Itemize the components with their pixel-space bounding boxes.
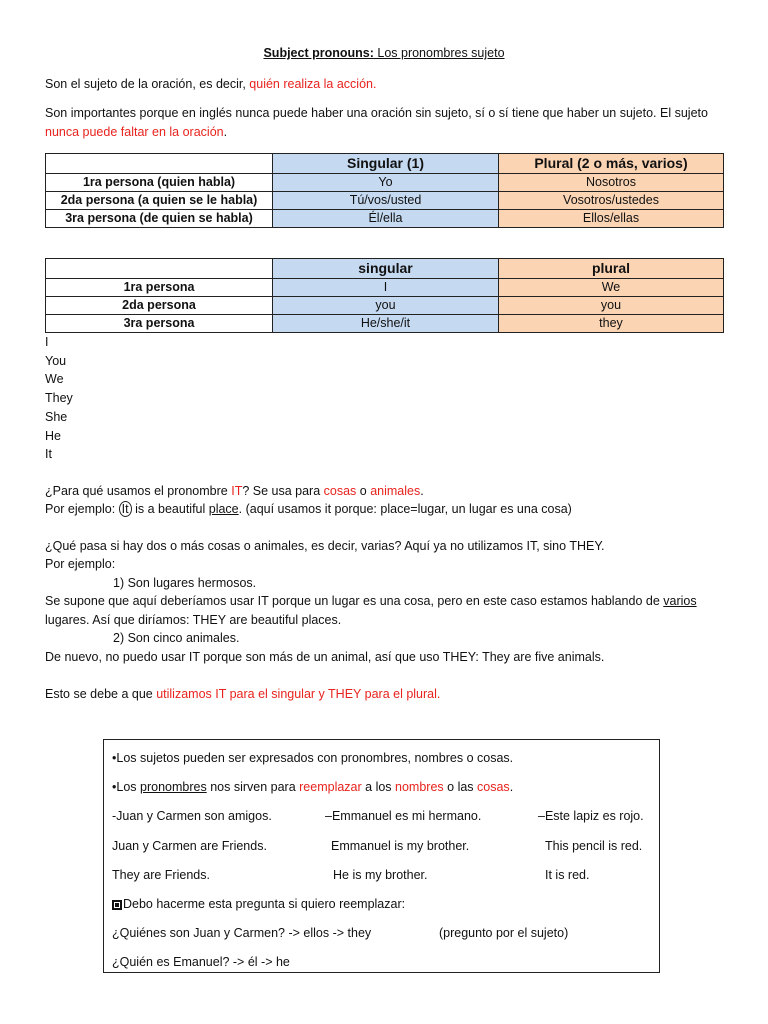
- list-item: I: [45, 335, 49, 349]
- it-example: [45, 500, 723, 519]
- they-line-4: lugares. Así que diríamos: THEY are beautiful places.: [45, 612, 342, 627]
- document-page: [45, 44, 723, 704]
- example-es-3: –Este lapiz es rojo.: [538, 809, 644, 824]
- conclusion: [45, 685, 723, 704]
- it-ex-mid: is a beautiful: [131, 502, 209, 517]
- table2-singular-cell: I: [273, 279, 499, 297]
- table1-person-label: 3ra persona (de quien se habla): [46, 210, 273, 228]
- question-1-note: (pregunto por el sujeto): [439, 926, 569, 941]
- example-es-2: –Emmanuel es mi hermano.: [325, 809, 482, 824]
- they-line-1: ¿Qué pasa si hay dos o más cosas o animales, es decir, varias? Aquí ya no utilizamos IT, sino THEY.: [45, 538, 605, 553]
- it-ex-end: . (aquí usamos it porque: place=lugar, un lugar es una cosa): [238, 502, 572, 517]
- it-q-animales: animales: [370, 483, 421, 498]
- table2-singular-cell: you: [273, 297, 499, 315]
- b2-b: nos sirven para: [206, 780, 300, 795]
- table1-row: [46, 174, 724, 192]
- box-examples-english: [112, 832, 651, 861]
- they-item-1: 1) Son lugares hermosos.: [113, 575, 257, 590]
- q-intro-text: Debo hacerme esta pregunta si quiero reemplazar:: [123, 896, 406, 911]
- it-q-o: o: [356, 483, 371, 498]
- pronoun-list: [45, 333, 723, 464]
- table1-plural-cell: Vosotros/ustedes: [499, 192, 724, 210]
- list-item: It: [45, 447, 52, 462]
- example-es-1: -Juan y Carmen son amigos.: [112, 809, 272, 824]
- b2-e: .: [509, 780, 514, 795]
- b2-reemplazar: reemplazar: [299, 780, 362, 795]
- they-line3-underlined: varios: [663, 594, 697, 609]
- list-item: She: [45, 409, 68, 424]
- example-pron-1: They are Friends.: [112, 867, 210, 882]
- spanish-pronoun-table: [45, 153, 724, 228]
- example-pron-2: He is my brother.: [333, 867, 428, 882]
- intro1-text: Son el sujeto de la oración, es decir,: [45, 76, 250, 91]
- table1-singular-cell: Tú/vos/usted: [273, 192, 499, 210]
- example-en-1: Juan y Carmen are Friends.: [112, 838, 267, 853]
- table2-person-label: 3ra persona: [46, 315, 273, 333]
- intro2-text: Son importantes porque en inglés nunca puede haber una oración sin sujeto, sí o sí tiene que haber un sujeto. El sujeto: [45, 106, 708, 120]
- table1-header-singular: Singular (1): [273, 154, 499, 174]
- table2-person-label: 1ra persona: [46, 279, 273, 297]
- conclusion-text: Esto se debe a que: [45, 687, 157, 702]
- table1-plural-cell: Ellos/ellas: [499, 210, 724, 228]
- box-examples-pronoun: [112, 861, 651, 890]
- b2-nombres: nombres: [395, 780, 444, 795]
- b2-pronombres: pronombres: [140, 780, 207, 795]
- it-question: [45, 482, 723, 501]
- table2-plural-cell: they: [499, 315, 724, 333]
- table1-person-label: 1ra persona (quien habla): [46, 174, 273, 192]
- it-q-cosas: cosas: [323, 483, 357, 498]
- b2-c: a los: [361, 780, 396, 795]
- table2-header-blank: [46, 259, 273, 279]
- list-item: He: [45, 428, 61, 443]
- intro-paragraph-1: [45, 75, 723, 94]
- table2-person-label: 2da persona: [46, 297, 273, 315]
- summary-box: [103, 739, 660, 973]
- english-pronoun-table: [45, 258, 724, 333]
- page-title: [45, 44, 723, 63]
- title-bold: Subject pronouns:: [263, 46, 374, 60]
- it-q-end: .: [420, 483, 424, 498]
- table2-plural-cell: We: [499, 279, 724, 297]
- it-ex-circled: It: [119, 501, 132, 517]
- box-examples-spanish: [112, 802, 651, 831]
- box-question-1: [112, 919, 651, 948]
- table1-singular-cell: Yo: [273, 174, 499, 192]
- table1-singular-cell: Él/ella: [273, 210, 499, 228]
- they-item-2: 2) Son cinco animales.: [113, 631, 240, 646]
- table2-header-row: [46, 259, 724, 279]
- table2-row: [46, 297, 724, 315]
- square-bullet-icon: [112, 900, 122, 910]
- title-rest: Los pronombres sujeto: [373, 46, 505, 60]
- table2-header-singular: singular: [273, 259, 499, 279]
- table1-person-label: 2da persona (a quien se le habla): [46, 192, 273, 210]
- example-en-3: This pencil is red.: [545, 838, 643, 853]
- b2-cosas: cosas: [477, 780, 510, 795]
- list-item: They: [45, 391, 73, 406]
- table1-plural-cell: Nosotros: [499, 174, 724, 192]
- box-question-intro: [112, 890, 651, 919]
- example-en-2: Emmanuel is my brother.: [331, 838, 470, 853]
- table2-header-plural: plural: [499, 259, 724, 279]
- b2-d: o las: [443, 780, 478, 795]
- table1-header-blank: [46, 154, 273, 174]
- box-bullet-1: •Los sujetos pueden ser expresados con pronombres, nombres o cosas.: [112, 751, 514, 765]
- table1-row: [46, 210, 724, 228]
- they-line3-text: Se supone que aquí deberíamos usar IT porque un lugar es una cosa, pero en este caso estamos hablando de: [45, 594, 664, 609]
- it-ex-place: place: [208, 502, 239, 517]
- b2-a: •Los: [112, 780, 141, 795]
- table2-plural-cell: you: [499, 297, 724, 315]
- table1-row: [46, 192, 724, 210]
- table2-row: [46, 315, 724, 333]
- conclusion-red: utilizamos IT para el singular y THEY para el plural.: [156, 687, 441, 702]
- it-q-a: ¿Para qué usamos el pronombre: [45, 483, 232, 498]
- box-bullet-2: [112, 773, 651, 802]
- list-item: You: [45, 353, 67, 368]
- they-line-3: [45, 592, 723, 611]
- table1-header-row: [46, 154, 724, 174]
- it-q-it: IT: [231, 483, 243, 498]
- it-q-b: ? Se usa para: [242, 483, 324, 498]
- example-pron-3: It is red.: [545, 867, 590, 882]
- intro2-red: nunca puede faltar en la oración: [45, 124, 224, 139]
- it-ex-label: Por ejemplo:: [45, 502, 119, 517]
- question-1-text: ¿Quiénes son Juan y Carmen? -> ellos -> they: [112, 926, 372, 941]
- table2-row: [46, 279, 724, 297]
- intro1-red: quién realiza la acción.: [249, 76, 377, 91]
- list-item: We: [45, 372, 64, 387]
- intro2-end: .: [223, 124, 228, 139]
- they-line-5: De nuevo, no puedo usar IT porque son más de un animal, así que uso THEY: They are five animals.: [45, 649, 605, 664]
- table2-singular-cell: He/she/it: [273, 315, 499, 333]
- they-line-2: Por ejemplo:: [45, 557, 116, 572]
- table1-header-plural: Plural (2 o más, varios): [499, 154, 724, 174]
- box-question-2: ¿Quién es Emanuel? -> él -> he: [112, 955, 290, 970]
- intro-paragraph-2: [45, 104, 723, 141]
